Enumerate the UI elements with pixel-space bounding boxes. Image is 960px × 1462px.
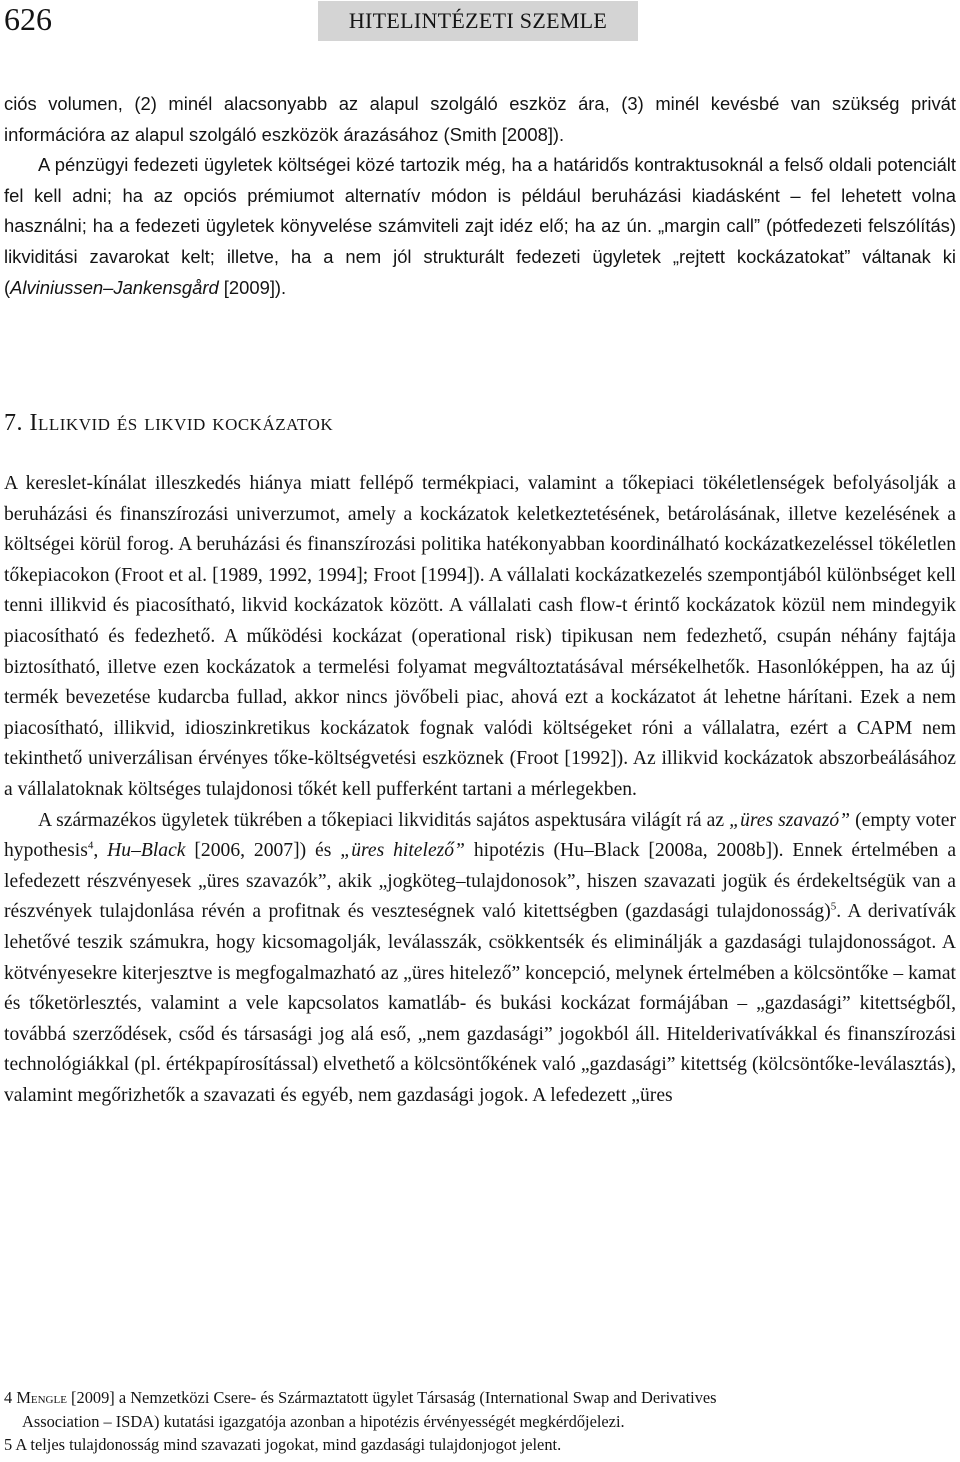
footnote-4-continued: Association – ISDA) kutatási igazgatója azonban a hipotézis érvényességét megkérdőjelezi. [22,1411,625,1431]
text-span: . A derivatívák lehetővé teszik számukra, hogy kicsomagolják, leválasszák, csökkentsék és eliminálják a gazdasági tulajdonosságot. A kötvényesekre kiterjesztve is megfogalmazható az „üres hitelező” koncepció, melynek értelmében a kölcsöntőke – kamat és tőketörlesztés, valamint a vele kapcsolatos kamatláb- és bukási kockázat formájában – „gazdasági” kitettségből, továbbá szerződések, csőd és társasági jog alá eső, „nem gazdasági” jogokból áll. Hitelderivatívákkal és finanszírozási technológiákkal (pl. értékpapírosítással) elvethető a kölcsöntőkének való „gazdasági” kitettség (kölcsöntőke-leválasztás), valamint megőrizhetők a szavazati és egyéb, nem gazdasági jogok. A lefedezett „üres [4,901,956,1106]
text-span: , [93,840,108,862]
footnote-text: [2009] a Nemzetközi Csere- és Származtatott ügylet Társaság (International Swap and Derivatives [66,1388,717,1407]
footnote-author: Mengle [16,1388,67,1407]
footnote-ref-4[interactable]: 4 [87,839,94,852]
paragraph-empty-voter [4,806,956,1112]
page-header [0,0,960,42]
text-span: (empty voter hypothesis [4,809,956,862]
text-span: [2006, 2007]) és [185,840,341,862]
footnote-ref-5[interactable]: 5 [830,900,837,913]
journal-title-banner: HITELINTÉZETI SZEMLE [318,1,638,41]
text-span: hipotézis (Hu–Black [2008a, 2008b]). Ennek értelmében a lefedezett részvényesek „üres szavazók”, akik „jogköteg–tulajdonosok”, hiszen szavazati jogük és érdekeltségük van a részvények tulajdonlása révén a profitnak és veszteségnek való kitettségben (gazdasági tulajdonosság) [4,840,957,923]
footnotes [4,1386,956,1457]
paragraph-illiquid-risks: A kereslet-kínálat illeszkedés hiánya miatt fellépő termékpiaci, valamint a tőkepiaci tökéletlenségek befolyásolják a beruházási és finanszírozási univerzumot, amely a kockázatok keletkeztetésének, betárolásának, illetve kezelésének a költségei körül forog. A beruházási és finanszírozási politika hatékonyabban koordinálható kockázatkezeléssel tökéletlen tőkepiacokon (Froot et al. [1989, 1992, 1994]; Froot [1994]). A vállalati kockázatkezelés szempontjából különbséget kell tenni illikvid és piacosítható, likvid kockázatok között. A vállalati cash flow-t érintő kockázatok közül nem mindegyik piacosítható és fedezhető. A működési kockázat (operational risk) tipikusan nem fedezhető, csupán néhány fajtája biztosítható, illetve ezen kockázatok a termelési folyamat megváltoztatásával mérsékelhetők. Hasonlóképpen, ha az új termék bevezetése kudarcba fullad, akkor nincs jövőbeli piac, ahová ezt a kockázatot át lehetne hárítani. Ezek a nem piacosítható, illikvid, idioszinkretikus kockázatok fognak valódi költségeket róni a vállalatra, ezért a CAPM nem tekinthető univerzálisan érvényes tőke-költségvetési eszköznek (Froot [1992]). Az illikvid kockázatok abszorbeálásához a vállalatoknak költséges tulajdonosi tőkét kell pufferként tartani a mérlegekben. [4,473,956,800]
text-span: A származékos ügyletek tükrében a tőkepiaci likviditás sajátos aspektusára világít rá az [38,809,730,831]
footnote-4 [4,1386,956,1410]
section-heading: 7. Illikvid és likvid kockázatok [4,410,334,436]
term-italic: „üres szavazó” [729,809,851,831]
citation-italic: Alviniussen–Jankensgård [10,276,219,298]
citation-italic: Hu–Black [107,840,186,862]
footnote-5: 5 A teljes tulajdonosság mind szavazati jogokat, mind gazdasági tulajdonjogot jelent. [4,1435,562,1454]
text-span: A pénzügyi fedezeti ügyletek költségei közé tartozik még, ha a határidős kontraktusoknál a felső oldali potenciált fel kell adni; ha az opciós prémiumot alternatív módon is például beruházási kiadásként – fel lehetett volna használni; ha a fedezeti ügyletek könyvelése számviteli zajt idéz elő; ha az ún. „margin call” (pótfedezeti felszólítás) likviditási zavarokat kelt; illetve, ha a nem jól strukturált fedezeti ügyletek „rejtett kockázatokat” váltanak ki ( [4,154,956,298]
section-body [4,469,956,1111]
footnote-number: 4 [4,1388,13,1407]
text-span: [2009]). [218,276,287,298]
intro-text-block [4,89,956,303]
paragraph-hedging-costs [4,150,956,303]
page-number: 626 [4,1,52,37]
paragraph-continued: ciós volumen, (2) minél alacsonyabb az alapul szolgáló eszköz ára, (3) minél kevésbé van szükség privát információra az alapul szolgáló eszközök árazásához (Smith [2008]). [4,93,956,145]
term-italic: „üres hitelező” [340,840,465,862]
